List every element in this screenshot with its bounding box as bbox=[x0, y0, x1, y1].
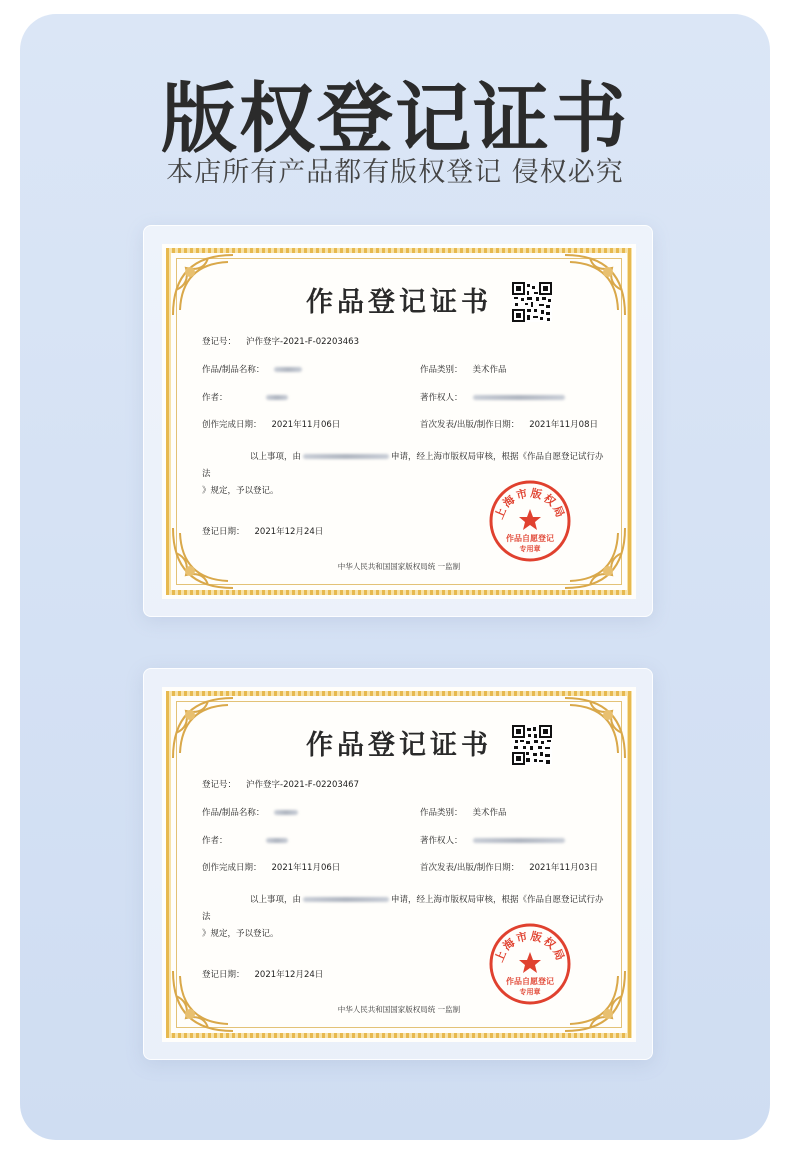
qr-code-icon bbox=[512, 282, 552, 322]
reg-no-value: 沪作登字-2021-F-02203463 bbox=[246, 337, 360, 347]
field-label: 登记号： bbox=[202, 337, 237, 347]
body-line2: 》规定，予以登记。 bbox=[202, 486, 279, 496]
published-row bbox=[420, 418, 598, 430]
seal-line2: 专用章 bbox=[519, 545, 541, 553]
qr-code-icon bbox=[512, 725, 552, 765]
certificate-title: 作品登记证书 bbox=[306, 287, 492, 318]
redacted-value bbox=[473, 838, 565, 843]
reg-date-value: 2021年12月24日 bbox=[254, 970, 324, 980]
body-suffix: 申请，经上海市版权局审核，根据《作品自愿登记试行办法 bbox=[202, 895, 604, 922]
body-prefix: 以上事项，由 bbox=[250, 895, 302, 905]
seal-top-text: 上海市版权局 bbox=[492, 486, 568, 522]
published-row bbox=[420, 861, 598, 873]
field-label: 作品类别： bbox=[420, 365, 463, 375]
reg-date-row bbox=[202, 525, 323, 537]
author-row bbox=[202, 834, 288, 846]
seal-top-text: 上海市版权局 bbox=[492, 929, 568, 965]
seal-line1: 作品自愿登记 bbox=[506, 534, 554, 543]
certificate-2 bbox=[162, 687, 636, 1042]
certificate-title: 作品登记证书 bbox=[306, 730, 492, 761]
published-date: 2021年11月08日 bbox=[529, 420, 598, 430]
field-label: 创作完成日期： bbox=[202, 420, 262, 430]
published-date: 2021年11月03日 bbox=[529, 863, 598, 873]
field-label: 作品类别： bbox=[420, 808, 463, 818]
field-label: 著作权人： bbox=[420, 393, 463, 403]
certificate-frame-2 bbox=[143, 668, 653, 1060]
completed-row bbox=[202, 861, 340, 873]
body-line2: 》规定，予以登记。 bbox=[202, 929, 279, 939]
page-title: 版权登记证书 bbox=[161, 74, 629, 163]
field-label: 首次发表/出版/制作日期： bbox=[420, 420, 520, 430]
body-prefix: 以上事项，由 bbox=[250, 452, 302, 462]
field-label: 登记号： bbox=[202, 780, 237, 790]
field-label: 作品/制品名称： bbox=[202, 365, 265, 375]
work-type-value: 美术作品 bbox=[472, 365, 507, 375]
reg-date-value: 2021年12月24日 bbox=[254, 527, 324, 537]
work-name-row bbox=[202, 363, 302, 375]
work-name-row bbox=[202, 806, 298, 818]
page-subtitle: 本店所有产品都有版权登记 侵权必究 bbox=[166, 157, 624, 188]
redacted-value bbox=[266, 395, 288, 400]
field-label: 作品/制品名称： bbox=[202, 808, 265, 818]
reg-date-row bbox=[202, 968, 323, 980]
certificate-frame-1 bbox=[143, 225, 653, 617]
field-label: 创作完成日期： bbox=[202, 863, 262, 873]
redacted-value bbox=[473, 395, 565, 400]
completed-date: 2021年11月06日 bbox=[271, 420, 341, 430]
completed-date: 2021年11月06日 bbox=[271, 863, 341, 873]
field-label: 作者： bbox=[202, 836, 228, 846]
field-label: 首次发表/出版/制作日期： bbox=[420, 863, 520, 873]
work-type-value: 美术作品 bbox=[472, 808, 507, 818]
certificate-footer: 中华人民共和国国家版权局统 一监制 bbox=[337, 562, 461, 571]
reg-no-row bbox=[202, 778, 359, 790]
redacted-value bbox=[274, 810, 298, 815]
redacted-value bbox=[266, 838, 288, 843]
seal-line2: 专用章 bbox=[519, 988, 541, 996]
body-suffix: 申请，经上海市版权局审核，根据《作品自愿登记试行办法 bbox=[202, 452, 604, 479]
work-type-row bbox=[420, 806, 507, 818]
field-label: 著作权人： bbox=[420, 836, 463, 846]
redacted-value bbox=[303, 897, 389, 902]
work-type-row bbox=[420, 363, 507, 375]
certificate-footer: 中华人民共和国国家版权局统 一监制 bbox=[337, 1005, 461, 1014]
official-seal-icon bbox=[488, 922, 572, 1006]
author-row bbox=[202, 391, 288, 403]
seal-line1: 作品自愿登记 bbox=[506, 977, 554, 986]
field-label: 登记日期： bbox=[202, 970, 245, 980]
redacted-value bbox=[274, 367, 302, 372]
owner-row bbox=[420, 391, 565, 403]
reg-no-value: 沪作登字-2021-F-02203467 bbox=[246, 780, 360, 790]
reg-no-row bbox=[202, 335, 359, 347]
completed-row bbox=[202, 418, 340, 430]
field-label: 作者： bbox=[202, 393, 228, 403]
owner-row bbox=[420, 834, 565, 846]
certificate-1 bbox=[162, 244, 636, 599]
field-label: 登记日期： bbox=[202, 527, 245, 537]
official-seal-icon bbox=[488, 479, 572, 563]
redacted-value bbox=[303, 454, 389, 459]
